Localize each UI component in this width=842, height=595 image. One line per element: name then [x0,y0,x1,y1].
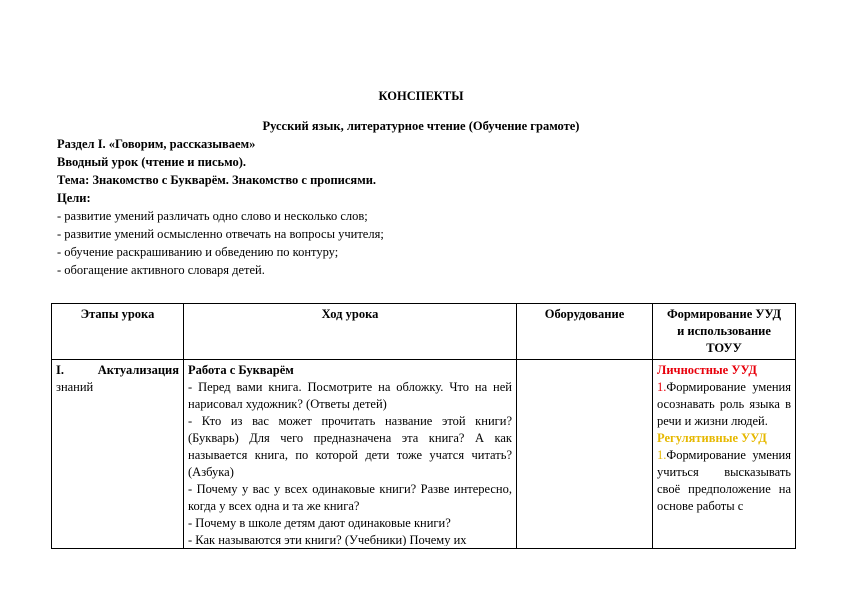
course-line: - Кто из вас может прочитать название этой книги? (Букварь) Для чего предназначена эта книга? А как называется книга, по которой дети тоже учатся читать? (Азбука) [188,414,512,479]
uud-cell [653,360,796,549]
uud-personal-title: Личностные УУД [657,363,758,377]
lesson-topic: Тема: Знакомство с Букварём. Знакомство с прописями. [57,173,377,187]
goal-item: - развитие умений различать одно слово и несколько слов; [57,209,368,223]
header-uud-line: Формирование УУД [666,307,782,321]
uud-regulative-number: 1. [657,448,667,462]
course-cell [184,360,517,549]
table-header-row [52,304,796,360]
doc-heading: КОНСПЕКТЫ [378,89,464,103]
uud-personal-body: Формирование умения осознавать роль языка в речи и жизни людей. [657,380,791,428]
table-row [52,360,796,549]
header-equipment: Оборудование [517,304,653,360]
goal-item: - обогащение активного словаря детей. [57,263,265,277]
uud-regulative-body: Формирование умения учиться высказывать своё предположение на основе работы с [657,448,791,513]
course-line: - Как называются эти книги? (Учебники) Почему их [188,533,467,546]
course-title: Работа с Букварём [188,363,294,377]
header-uud-line: и использование [677,324,771,338]
header-uud [653,304,796,360]
course-line: - Перед вами книга. Посмотрите на обложку. Что на ней нарисовал художник? (Ответы детей) [188,380,512,411]
stage-cell [52,360,184,549]
stage-rest: знаний [56,380,94,394]
course-line: - Почему у вас у всех одинаковые книги? Разве интересно, когда у всех одна и та же книга? [188,482,512,513]
uud-regulative-title: Регулятивные УУД [657,431,767,445]
equipment-cell [517,360,653,549]
intro-lesson: Вводный урок (чтение и письмо). [57,155,247,169]
doc-subject: Русский язык, литературное чтение (Обучение грамоте) [262,119,580,133]
uud-regulative-text [657,447,791,515]
lesson-table [51,303,796,549]
uud-personal-text [657,379,791,430]
header-stages: Этапы урока [52,304,184,360]
section-title: Раздел I. «Говорим, рассказываем» [57,137,256,151]
header-uud-line: ТОУУ [706,341,742,355]
goals-label: Цели: [57,191,91,205]
goal-item: - развитие умений осмысленно отвечать на вопросы учителя; [57,227,384,241]
stage-word: Актуализация [97,363,179,377]
uud-personal-number: 1. [657,380,667,394]
goal-item: - обучение раскрашиванию и обведению по контуру; [57,245,339,259]
header-course: Ход урока [184,304,517,360]
course-line: - Почему в школе детям дают одинаковые книги? [188,516,451,530]
stage-number: I. [56,363,64,377]
